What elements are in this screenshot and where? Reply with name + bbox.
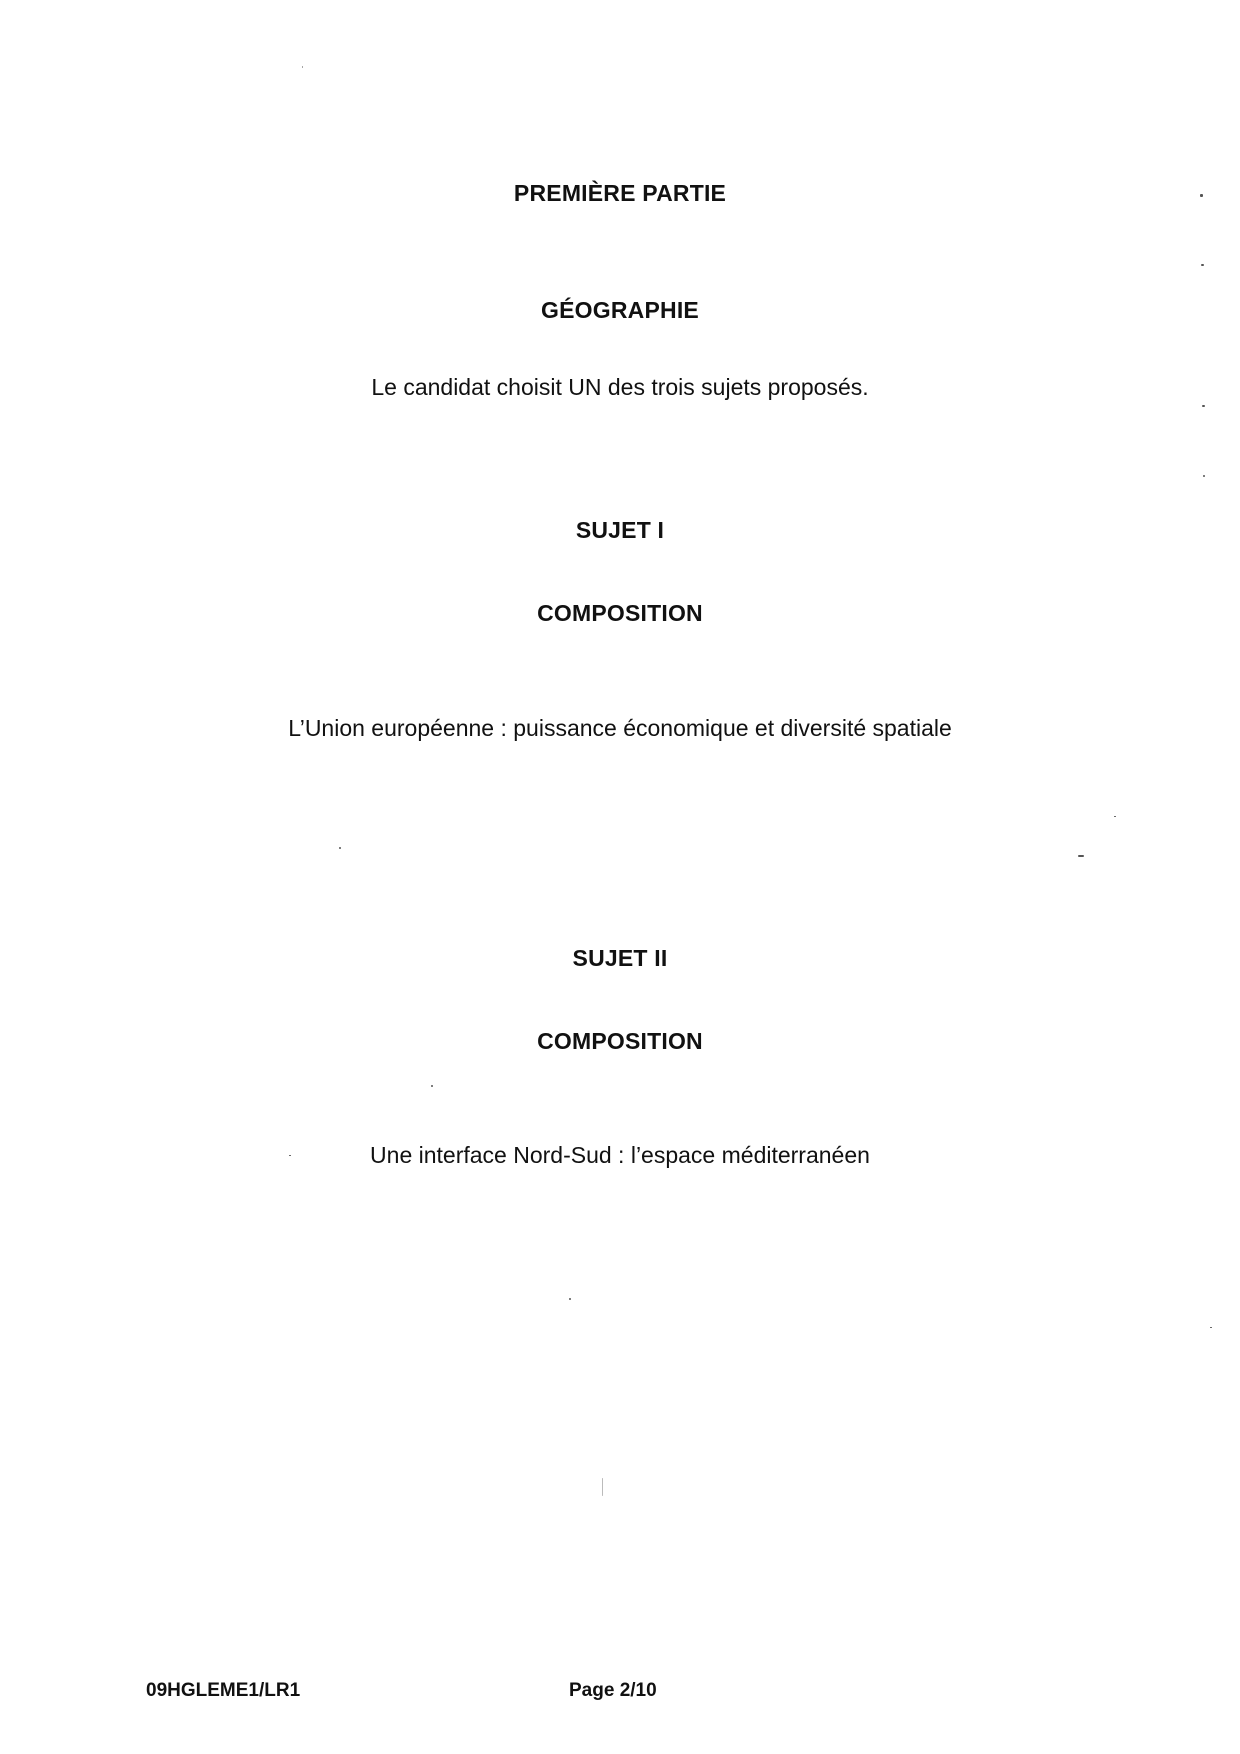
topic-type: COMPOSITION xyxy=(537,600,703,626)
scan-speck xyxy=(1201,264,1204,266)
scan-speck xyxy=(339,847,341,849)
scan-speck xyxy=(1210,1327,1212,1328)
scan-speck xyxy=(1200,194,1203,197)
topic-label: SUJET II xyxy=(572,945,668,971)
instruction-text: Le candidat choisit UN des trois sujets proposés. xyxy=(371,374,869,400)
scan-speck xyxy=(569,1298,571,1300)
scan-speck xyxy=(1078,855,1084,857)
scan-speck xyxy=(602,1478,603,1496)
part-title: PREMIÈRE PARTIE xyxy=(513,180,727,206)
scan-speck xyxy=(431,1085,433,1087)
subject-area-heading: GÉOGRAPHIE xyxy=(541,297,699,323)
scan-speck xyxy=(1202,405,1205,407)
scan-speck xyxy=(1203,475,1205,477)
scan-speck xyxy=(289,1155,291,1156)
topic-type: COMPOSITION xyxy=(537,1028,703,1054)
topic-title: Une interface Nord-Sud : l’espace méditerranéen xyxy=(370,1142,870,1168)
topic-title: L’Union européenne : puissance économique et diversité spatiale xyxy=(288,715,952,741)
footer-code: 09HGLEME1/LR1 xyxy=(146,1680,301,1701)
footer-page-number: Page 2/10 xyxy=(569,1680,657,1701)
scan-speck xyxy=(302,66,303,68)
topic-label: SUJET I xyxy=(575,517,665,543)
scan-speck xyxy=(1114,816,1116,817)
